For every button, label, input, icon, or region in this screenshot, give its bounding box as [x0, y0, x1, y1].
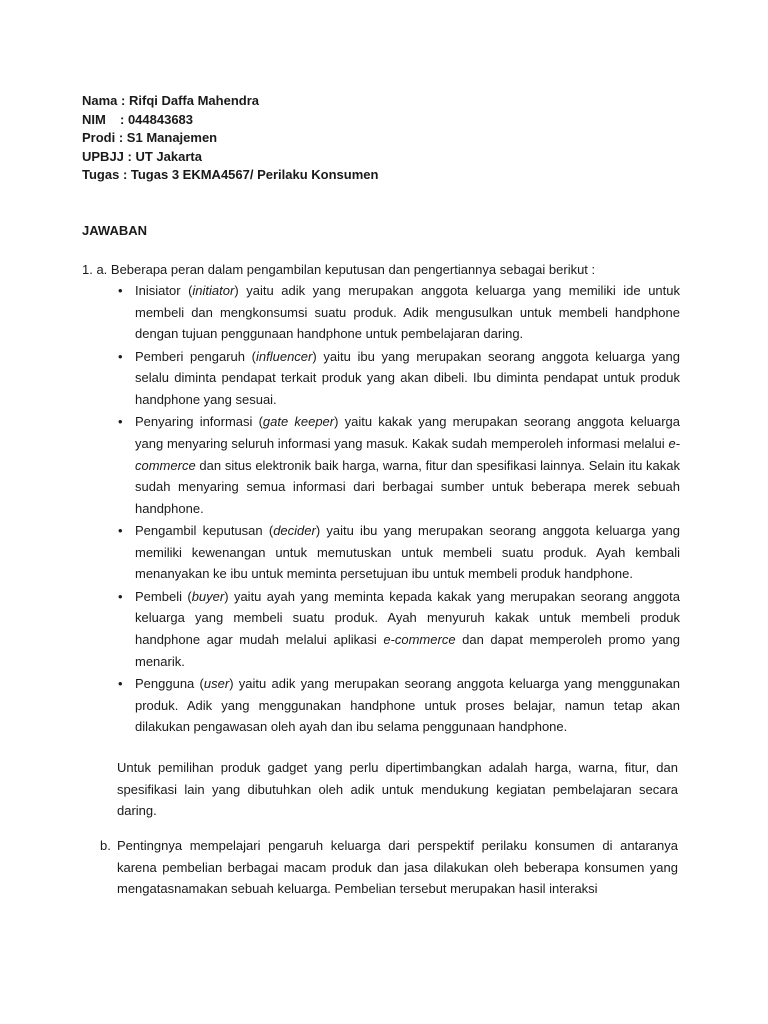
roles-list — [100, 280, 680, 739]
prodi-value: : S1 Manajemen — [118, 130, 218, 146]
question-1b — [100, 835, 678, 900]
upbjj-row — [82, 148, 378, 167]
summary-paragraph: Untuk pemilihan produk gadget yang perlu dipertimbangkan adalah harga, warna, fitur, dan spesifikasi lain yang dibutuhkan oleh adik untuk mendukung kegiatan pembelajaran secara daring. — [117, 760, 678, 819]
tugas-row — [82, 166, 378, 185]
list-item: • Pengguna (user) yaitu adik yang merupakan seorang anggota keluarga yang menggunakan produk. Adik yang menggunakan handphone untuk proses belajar, namun tetap akan dilakukan pengawasan oleh ayah dan ibu selama penggunaan handphone. — [100, 673, 680, 738]
tugas-value: : Tugas 3 EKMA4567/ Perilaku Konsumen — [122, 167, 379, 183]
student-info — [82, 92, 378, 185]
tugas-label: Tugas — [82, 167, 120, 183]
list-item: • Inisiator (initiator) yaitu adik yang merupakan anggota keluarga yang memiliki ide untuk membeli dan mengkonsumsi suatu produk. Adik mengusulkan untuk membeli handphone dengan tujuan penggunaan handphone untuk pembelajaran daring. — [100, 280, 680, 345]
question-1b-text: Pentingnya mempelajari pengaruh keluarga dari perspektif perilaku konsumen di antaranya karena pembelian berbagai macam produk dan jasa dilakukan oleh beberapa konsumen yang mengatasnamakan sebuah keluarga. Pembelian tersebut merupakan hasil interaksi — [117, 838, 678, 897]
question-1b-letter: b. — [100, 838, 111, 853]
question-1a-intro: 1. a. Beberapa peran dalam pengambilan keputusan dan pengertiannya sebagai berikut : — [82, 262, 596, 277]
nim-label: NIM — [82, 111, 106, 127]
prodi-row — [82, 129, 378, 148]
list-item: • Pemberi pengaruh (influencer) yaitu ibu yang merupakan seorang anggota keluarga yang selalu diminta pendapat terkait produk yang akan dibeli. Ibu diminta pendapat untuk produk handphone yang sesuai. — [100, 346, 680, 411]
nama-value: : Rifqi Daffa Mahendra — [121, 93, 260, 108]
upbjj-label: UPBJJ — [82, 148, 124, 164]
nama-label: Nama — [82, 93, 118, 108]
bullet-icon: • — [118, 414, 123, 430]
nim-value: : 044843683 — [120, 111, 194, 127]
bullet-icon: • — [118, 348, 123, 364]
bullet-icon: • — [118, 523, 123, 539]
nim-row — [82, 111, 378, 130]
bullet-icon: • — [118, 676, 123, 692]
list-item: • Penyaring informasi (gate keeper) yaitu kakak yang merupakan seorang anggota keluarga yang menyaring seluruh informasi yang masuk. Kakak sudah memperoleh informasi melalui e-commerce dan situs elektronik baik harga, warna, fitur dan spesifikasi lainnya. Selain itu kakak sudah menyaring semua informasi dari berbagai sumber untuk beberapa merek sebuah handphone. — [100, 411, 680, 519]
bullet-icon: • — [118, 283, 123, 298]
list-item: • Pembeli (buyer) yaitu ayah yang meminta kepada kakak yang merupakan seorang anggota keluarga yang membeli suatu produk. Ayah menyuruh kakak untuk membeli produk handphone agar mudah melalui aplikasi e-commerce dan dapat memperoleh promo yang menarik. — [100, 586, 680, 672]
list-item: • Pengambil keputusan (decider) yaitu ibu yang merupakan seorang anggota keluarga yang memiliki kewenangan untuk memutuskan untuk membeli suatu produk. Ayah kembali menanyakan ke ibu untuk meminta persetujuan ibu untuk membeli produk handphone. — [100, 520, 680, 585]
nama-row — [82, 92, 378, 111]
upbjj-value: : UT Jakarta — [127, 148, 202, 164]
prodi-label: Prodi — [82, 130, 116, 146]
bullet-icon: • — [118, 588, 123, 604]
section-title: JAWABAN — [82, 223, 148, 238]
